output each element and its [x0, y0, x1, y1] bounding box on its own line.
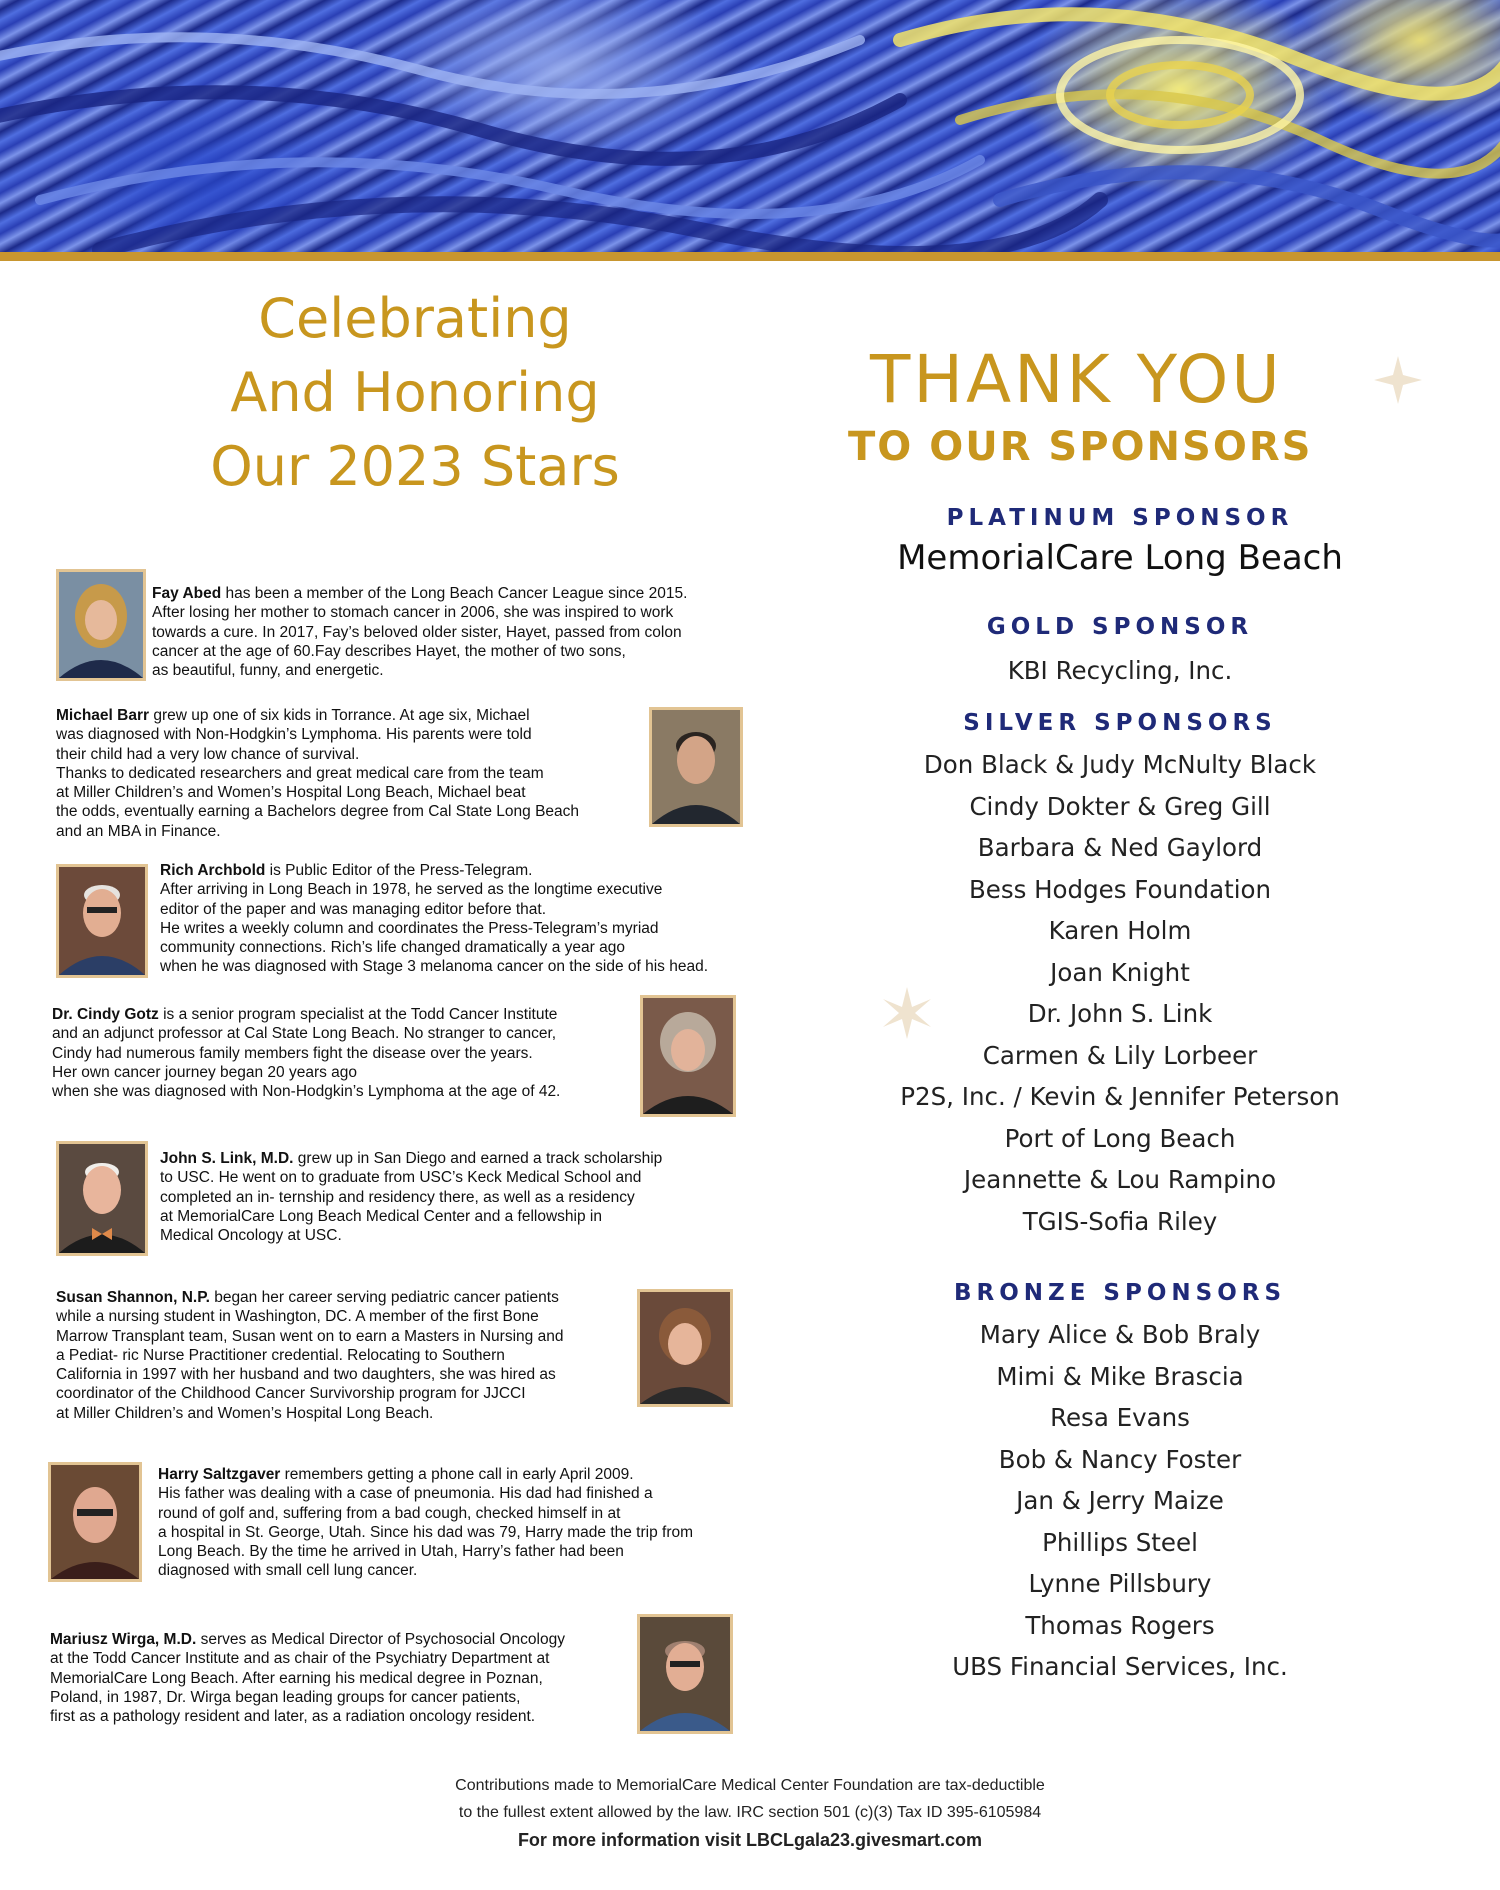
- star-icon: [1373, 355, 1423, 405]
- sponsor-name: TGIS-Sofia Riley: [1022, 1206, 1218, 1236]
- honoree-photo-harry-saltzgaver: [48, 1462, 142, 1582]
- heading-line-1: Celebrating: [258, 287, 572, 350]
- sponsor-name: Bob & Nancy Foster: [998, 1444, 1242, 1474]
- sponsor-name: Barbara & Ned Gaylord: [977, 833, 1263, 862]
- sponsor-name: Karen Holm: [1048, 916, 1192, 945]
- heading-line-2: And Honoring: [230, 361, 600, 424]
- sponsor-name: Carmen & Lily Lorbeer: [982, 1040, 1258, 1070]
- honoree-name: Michael Barr: [56, 707, 150, 724]
- footer-tax-note: Contributions made to MemorialCare Medical Center Foundation are tax-deductible: [455, 1777, 1045, 1794]
- sponsor-name: P2S, Inc. / Kevin & Jennifer Peterson: [900, 1082, 1340, 1111]
- footer-tax-id: to the fullest extent allowed by the law. IRC section 501 (c)(3) Tax ID 395-6105984: [458, 1804, 1042, 1821]
- honoree-bio-rich-archbold: Rich Archbold is Public Editor of the Press-Telegram. After arriving in Long Beach in 1978, he served as the longtime executive editor of the paper and was managing editor before that. He writes a weekly column and coordinates the Press-Telegram’s myriad community connections. Rich’s life changed dramatically a year ago when he was diagnosed with Stage 3 melanoma cancer on the side of his head.: [160, 862, 709, 976]
- gold-sponsor-name: KBI Recycling, Inc.: [1007, 656, 1233, 685]
- silver-sponsors-label: SILVER SPONSORS: [963, 710, 1277, 736]
- honoree-photo-cindy-gotz: [640, 995, 736, 1117]
- honoree-name: Harry Saltzgaver: [158, 1466, 281, 1483]
- sponsor-name: Lynne Pillsbury: [1028, 1569, 1212, 1598]
- sponsor-name: Phillips Steel: [1042, 1527, 1198, 1557]
- heading-line-3: Our 2023 Stars: [210, 435, 620, 498]
- honoree-photo-susan-shannon: [637, 1289, 733, 1407]
- honoree-bio-mariusz-wirga: Mariusz Wirga, M.D. serves as Medical Director of Psychosocial Oncology at the Todd Cancer Institute and as chair of the Psychiatry Department at MemorialCare Long Beach. After earning his medical degree in Poznan, Poland, in 1987, Dr. Wirga began leading groups for cancer patients, first as a pathology resident and later, as a radiation oncology resident.: [50, 1631, 565, 1726]
- honoree-name: Susan Shannon, N.P.: [56, 1289, 210, 1306]
- sponsor-name: Don Black & Judy McNulty Black: [923, 750, 1317, 779]
- starry-night-banner: [0, 0, 1500, 252]
- honoree-name: Rich Archbold: [160, 862, 266, 879]
- honoree-name: Dr. Cindy Gotz: [52, 1006, 159, 1023]
- honoree-bio-john-link: John S. Link, M.D. grew up in San Diego and earned a track scholarship to USC. He went on to graduate from USC’s Keck Medical School and completed an in- ternship and residency there, as well as a residency at MemorialCare Long Beach Medical Center and a fellowship in Medical Oncology at USC.: [160, 1150, 663, 1245]
- honoree-name: John S. Link, M.D.: [160, 1150, 294, 1167]
- sponsor-name: Cindy Dokter & Greg Gill: [969, 791, 1271, 821]
- sponsor-name: Bess Hodges Foundation: [968, 874, 1272, 904]
- footer-info-link: For more information visit LBCLgala23.givesmart.com: [517, 1830, 983, 1850]
- platinum-sponsor-name: MemorialCare Long Beach: [897, 538, 1343, 578]
- honoree-bio-fay-abed: Fay Abed has been a member of the Long Beach Cancer League since 2015. After losing her mother to stomach cancer in 2006, she was inspired to work towards a cure. In 2017, Fay’s beloved older sister, Hayet, passed from colon cancer at the age of 60.Fay describes Hayet, the mother of two sons, as beautiful, funny, and energetic.: [152, 585, 688, 680]
- sponsor-name: UBS Financial Services, Inc.: [952, 1652, 1288, 1681]
- honoree-bio-cindy-gotz: Dr. Cindy Gotz is a senior program specialist at the Todd Cancer Institute and an adjunct professor at Cal State Long Beach. No stranger to cancer, Cindy had numerous family members fight the disease over the years. Her own cancer journey began 20 years ago when she was diagnosed with Non-Hodgkin’s Lymphoma at the age of 42.: [52, 1006, 561, 1101]
- sponsor-name: Mary Alice & Bob Braly: [979, 1320, 1261, 1349]
- honoree-name: Fay Abed: [152, 585, 222, 602]
- sponsor-name: Port of Long Beach: [1004, 1123, 1236, 1153]
- platinum-sponsor-label: PLATINUM SPONSOR: [946, 505, 1294, 531]
- sponsor-name: Jeannette & Lou Rampino: [963, 1165, 1277, 1194]
- sponsor-name: Dr. John S. Link: [1027, 999, 1213, 1028]
- honoree-bio-susan-shannon: Susan Shannon, N.P. began her career serving pediatric cancer patients while a nursing student in Washington, DC. A member of the first Bone Marrow Transplant team, Susan went on to earn a Masters in Nursing and a Pediat- ric Nurse Practitioner credential. Relocating to Southern California in 1997 with her husband and two daughters, she was hired as coordinator of the Childhood Cancer Survivorship program for JJCCI at Miller Children’s and Women’s Hospital Long Beach.: [56, 1289, 564, 1422]
- honoree-bio-harry-saltzgaver: Harry Saltzgaver remembers getting a phone call in early April 2009. His father was dealing with a case of pneumonia. His dad had finished a round of golf and, suffering from a bad cough, checked himself in at a hospital in St. George, Utah. Since his dad was 79, Harry made the trip from Long Beach. By the time he arrived in Utah, Harry’s father had been diagnosed with small cell lung cancer.: [158, 1466, 694, 1580]
- footer: [0, 1772, 1500, 1854]
- honoree-photo-fay-abed: [56, 569, 146, 681]
- honoree-photo-rich-archbold: [56, 864, 148, 978]
- gold-sponsor-label: GOLD SPONSOR: [986, 614, 1254, 640]
- sponsor-name: Thomas Rogers: [1025, 1610, 1215, 1640]
- sponsor-name: Mimi & Mike Brascia: [996, 1361, 1244, 1391]
- thank-you-heading: THANK YOU: [870, 341, 1283, 418]
- gold-divider: [0, 252, 1500, 261]
- honoree-photo-michael-barr: [649, 707, 743, 827]
- sponsor-name: Jan & Jerry Maize: [1016, 1486, 1224, 1515]
- honoree-photo-john-link: [56, 1141, 148, 1256]
- to-our-sponsors-heading: TO OUR SPONSORS: [848, 424, 1313, 470]
- sponsor-name: Joan Knight: [1050, 957, 1190, 987]
- bronze-sponsors-label: BRONZE SPONSORS: [953, 1280, 1287, 1306]
- honoree-bio-michael-barr: Michael Barr grew up one of six kids in Torrance. At age six, Michael was diagnosed with Non-Hodgkin’s Lymphoma. His parents were told their child had a very low chance of survival. Thanks to dedicated researchers and great medical care from the team at Miller Children’s and Women’s Hospital Long Beach, Michael beat the odds, eventually earning a Bachelors degree from Cal State Long Beach and an MBA in Finance.: [56, 707, 580, 840]
- brushstroke-art: [0, 0, 1500, 252]
- celebrating-heading: [180, 282, 650, 504]
- honoree-photo-mariusz-wirga: [637, 1614, 733, 1734]
- sponsor-name: Resa Evans: [1050, 1403, 1190, 1432]
- honoree-name: Mariusz Wirga, M.D.: [50, 1631, 197, 1648]
